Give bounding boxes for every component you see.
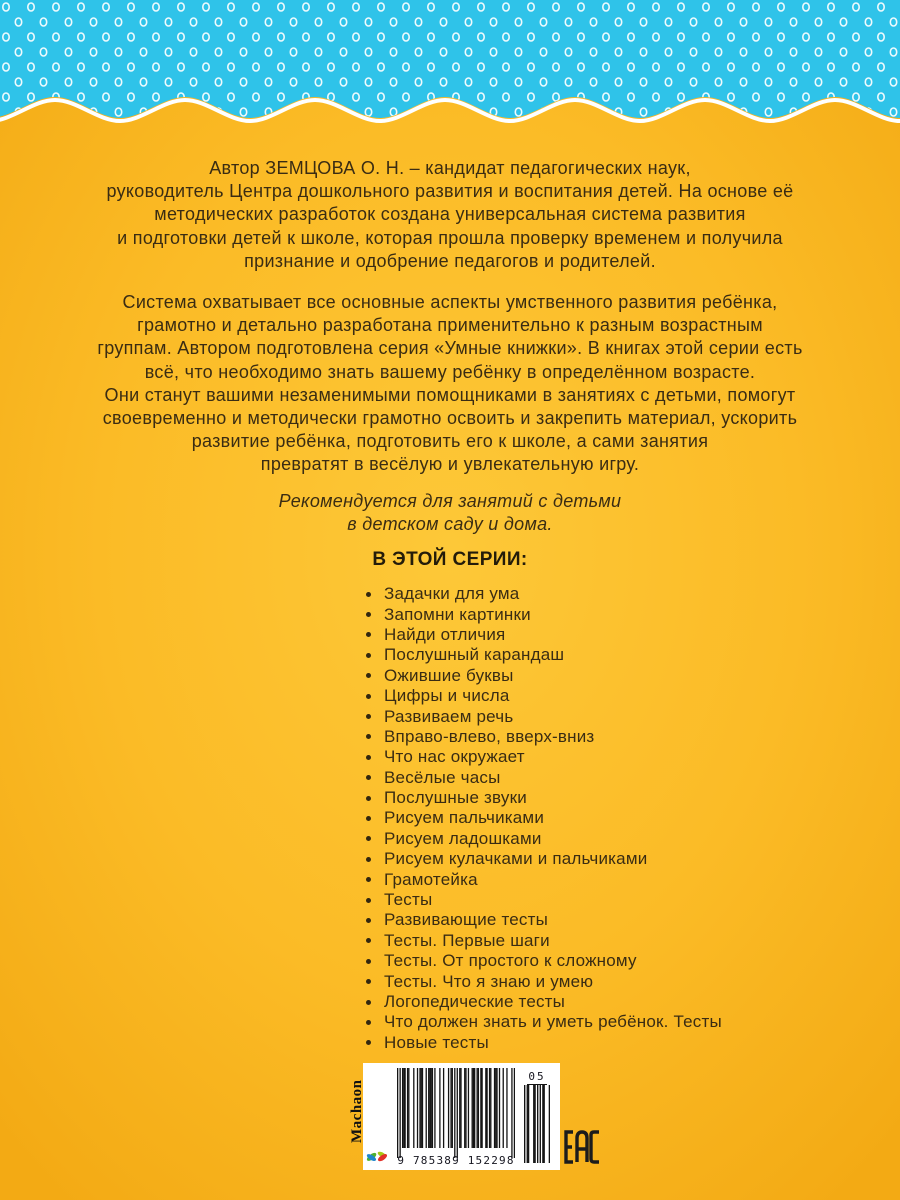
bullet-dot-icon — [366, 836, 371, 841]
series-list-item — [366, 1012, 722, 1032]
paragraph-line: своевременно и методически грамотно освоить и закрепить материал, ускорить — [102, 408, 798, 429]
recommendation-line: Рекомендуется для занятий с детьми — [278, 491, 622, 511]
barcode-addon — [521, 1067, 553, 1163]
bullet-dot-icon — [366, 816, 371, 821]
series-list-item — [366, 686, 722, 706]
bullet-dot-icon — [366, 796, 371, 801]
bullet-dot-icon — [366, 1000, 371, 1005]
series-list-item — [366, 1033, 722, 1053]
bullet-dot-icon — [366, 877, 371, 882]
eac-certification-mark — [562, 1128, 602, 1166]
paragraph-line: всё, что необходимо знать вашему ребёнку в определённом возрасте. — [144, 361, 756, 382]
series-item-label: Развиваем речь — [384, 706, 514, 726]
series-list-item — [366, 890, 722, 910]
series-item-label: Развивающие тесты — [384, 910, 549, 930]
paragraph-line: Автор ЗЕМЦОВА О. Н. – кандидат педагогических наук, — [209, 158, 691, 178]
series-list-item — [366, 869, 722, 889]
series-list-item — [366, 706, 722, 726]
series-item-label: Рисуем ладошками — [384, 828, 542, 848]
series-item-label: Тесты. Первые шаги — [384, 930, 550, 950]
series-list-item — [366, 747, 722, 767]
recommendation-note — [0, 490, 900, 536]
bullet-dot-icon — [366, 755, 371, 760]
paragraph-line: Система охватывает все основные аспекты умственного развития ребёнка, — [122, 292, 778, 312]
machaon-butterfly-icon — [366, 1145, 388, 1167]
bullet-dot-icon — [366, 938, 371, 943]
bullet-dot-icon — [366, 653, 371, 658]
bullet-dot-icon — [366, 775, 371, 780]
series-item-label: Что должен знать и уметь ребёнок. Тесты — [384, 1012, 722, 1032]
series-item-label: Вправо-влево, вверх-вниз — [384, 726, 595, 746]
series-list-item — [366, 910, 722, 930]
bullet-dot-icon — [366, 612, 371, 617]
paragraph-line: и подготовки детей к школе, которая прошла проверку временем и получила — [117, 227, 783, 248]
paragraph-line: развитие ребёнка, подготовить его к школе, а сами занятия — [191, 431, 709, 452]
series-list-item — [366, 666, 722, 686]
series-item-label: Логопедические тесты — [384, 992, 566, 1011]
bullet-dot-icon — [366, 857, 371, 862]
series-item-label: Найди отличия — [384, 624, 506, 644]
bullet-dot-icon — [366, 918, 371, 923]
about-system-paragraph — [0, 291, 900, 477]
series-list-item — [366, 992, 722, 1012]
bullet-dot-icon — [366, 1020, 371, 1025]
series-item-label: Ожившие буквы — [384, 665, 514, 685]
series-item-label: Грамотейка — [384, 869, 478, 889]
series-item-label: Тесты. От простого к сложному — [384, 951, 637, 971]
bullet-dot-icon — [366, 959, 371, 964]
series-list-item — [366, 604, 722, 624]
addon-digits: 05 — [528, 1070, 546, 1083]
wave-header — [0, 0, 900, 132]
series-list-item — [366, 829, 722, 849]
series-list — [366, 584, 722, 1053]
ean13-barcode — [397, 1068, 515, 1158]
series-list-item — [366, 931, 722, 951]
series-item-label: Цифры и числа — [384, 686, 510, 706]
series-heading: В ЭТОЙ СЕРИИ: — [372, 549, 528, 570]
series-item-label: Весёлые часы — [384, 767, 501, 787]
series-list-item — [366, 808, 722, 828]
series-list-item — [366, 951, 722, 971]
series-item-label: Рисуем пальчиками — [384, 808, 545, 828]
series-item-label: Рисуем кулачками и пальчиками — [384, 849, 648, 869]
isbn-digits: 9 785389 152298 — [397, 1154, 515, 1167]
paragraph-line: признание и одобрение педагогов и родителей. — [244, 250, 656, 271]
paragraph-line: превратят в весёлую и увлекательную игру. — [260, 454, 640, 475]
paragraph-line: группам. Автором подготовлена серия «Умные книжки». В книгах этой серии есть — [97, 338, 803, 359]
bullet-dot-icon — [366, 632, 371, 637]
series-item-label: Задачки для ума — [384, 584, 520, 604]
paragraph-line: грамотно и детально разработана применительно к разным возрастным — [137, 315, 763, 336]
bullet-dot-icon — [366, 714, 371, 719]
series-list-item — [366, 768, 722, 788]
series-item-label: Запомни картинки — [384, 604, 531, 624]
bullet-dot-icon — [366, 592, 371, 597]
series-list-item — [366, 645, 722, 665]
series-list-item — [366, 849, 722, 869]
bullet-dot-icon — [366, 673, 371, 678]
series-item-label: Послушные звуки — [384, 788, 527, 808]
publisher-logo-text: Machaon — [349, 1079, 365, 1143]
series-item-label: Новые тесты — [384, 1032, 489, 1052]
series-item-label: Тесты. Что я знаю и умею — [384, 971, 594, 991]
paragraph-line: методических разработок создана универсальная система развития — [154, 204, 746, 225]
ean5-addon-barcode — [524, 1085, 550, 1163]
paragraph-line: Они станут вашими незаменимыми помощниками в занятиях с детьми, помогут — [104, 384, 796, 405]
series-item-label: Послушный карандаш — [384, 645, 565, 665]
bullet-dot-icon — [366, 898, 371, 903]
series-item-label: Тесты — [384, 890, 433, 910]
series-list-item — [366, 971, 722, 991]
series-item-label: Что нас окружает — [384, 747, 525, 767]
series-list-item — [366, 584, 722, 604]
paragraph-line: руководитель Центра дошкольного развития и воспитания детей. На основе её — [106, 181, 794, 202]
about-author-paragraph — [0, 157, 900, 273]
series-list-item — [366, 727, 722, 747]
bullet-dot-icon — [366, 1040, 371, 1045]
barcode-panel — [349, 1063, 560, 1170]
recommendation-line: в детском саду и дома. — [347, 514, 553, 535]
bullet-dot-icon — [366, 979, 371, 984]
series-list-item — [366, 788, 722, 808]
series-list-item — [366, 625, 722, 645]
bullet-dot-icon — [366, 694, 371, 699]
bullet-dot-icon — [366, 734, 371, 739]
eac-icon — [562, 1128, 602, 1166]
